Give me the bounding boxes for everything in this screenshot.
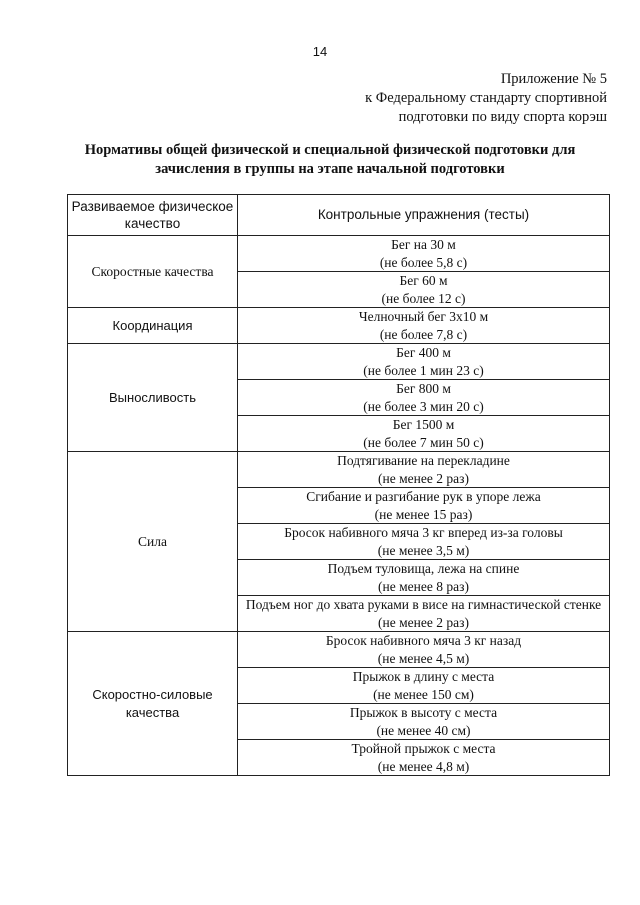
test-norm: (не менее 8 раз) xyxy=(378,578,469,594)
test-cell xyxy=(238,668,610,704)
appendix-line: Приложение № 5 xyxy=(500,71,607,87)
appendix-line: к Федеральному стандарту спортивной xyxy=(365,90,607,106)
quality-cell: Координация xyxy=(68,308,238,344)
test-name: Сгибание и разгибание рук в упоре лежа xyxy=(306,489,541,504)
test-name: Бег 60 м xyxy=(399,273,448,288)
appendix-line: подготовки по виду спорта корэш xyxy=(398,109,607,125)
test-norm: (не более 12 с) xyxy=(381,290,466,306)
test-name: Прыжок в высоту с места xyxy=(349,705,498,720)
test-norm: (не более 5,8 с) xyxy=(379,254,468,270)
quality-cell: Скоростно-силовые качества xyxy=(68,632,238,776)
quality-cell: Скоростные качества xyxy=(68,236,238,308)
test-cell xyxy=(238,380,610,416)
table-row xyxy=(68,236,610,272)
table-header-row xyxy=(68,195,610,236)
header-tests: Контрольные упражнения (тесты) xyxy=(238,195,610,236)
test-cell xyxy=(238,488,610,524)
test-name: Бросок набивного мяча 3 кг назад xyxy=(325,633,522,648)
test-cell xyxy=(238,560,610,596)
test-norm: (не более 7,8 с) xyxy=(379,326,468,342)
test-norm: (не менее 3,5 м) xyxy=(377,542,470,558)
test-cell xyxy=(238,344,610,380)
test-cell xyxy=(238,452,610,488)
test-name: Подъем ног до хвата руками в висе на гимнастической стенке xyxy=(245,597,602,612)
test-norm: (не более 1 мин 23 с) xyxy=(363,362,484,378)
test-norm: (не менее 4,5 м) xyxy=(377,650,470,666)
test-cell xyxy=(238,236,610,272)
test-norm: (не менее 2 раз) xyxy=(378,614,469,630)
quality-cell: Сила xyxy=(68,452,238,632)
test-norm: (не менее 15 раз) xyxy=(374,506,473,522)
page-number: 14 xyxy=(312,44,328,59)
test-cell xyxy=(238,704,610,740)
table-row xyxy=(68,452,610,488)
test-norm: (не менее 2 раз) xyxy=(378,470,469,486)
header-quality: Развиваемое физическое качество xyxy=(68,195,238,236)
test-cell xyxy=(238,416,610,452)
document-title xyxy=(60,141,600,179)
test-norm: (не менее 40 см) xyxy=(376,722,471,738)
table-row xyxy=(68,308,610,344)
test-name: Челночный бег 3x10 м xyxy=(358,309,489,324)
test-norm: (не менее 4,8 м) xyxy=(377,758,470,774)
test-norm: (не менее 150 см) xyxy=(373,686,474,702)
test-name: Бег на 30 м xyxy=(391,237,456,252)
test-name: Бросок набивного мяча 3 кг вперед из-за головы xyxy=(284,525,563,540)
test-cell xyxy=(238,524,610,560)
test-norm: (не более 3 мин 20 с) xyxy=(363,398,484,414)
test-name: Тройной прыжок с места xyxy=(351,741,496,756)
norms-table xyxy=(67,194,610,776)
test-cell xyxy=(238,632,610,668)
test-name: Прыжок в длину с места xyxy=(352,669,495,684)
table-row xyxy=(68,632,610,668)
test-cell xyxy=(238,740,610,776)
title-line: Нормативы общей физической и специальной физической подготовки для xyxy=(84,142,576,158)
appendix-note xyxy=(365,70,607,127)
test-name: Подтягивание на перекладине xyxy=(337,453,510,468)
title-line: зачисления в группы на этапе начальной подготовки xyxy=(155,161,505,177)
test-name: Бег 400 м xyxy=(396,345,451,360)
test-name: Бег 800 м xyxy=(396,381,451,396)
test-cell xyxy=(238,308,610,344)
test-cell xyxy=(238,596,610,632)
test-name: Бег 1500 м xyxy=(392,417,455,432)
test-cell xyxy=(238,272,610,308)
test-norm: (не более 7 мин 50 с) xyxy=(363,434,484,450)
table-row xyxy=(68,344,610,380)
quality-cell: Выносливость xyxy=(68,344,238,452)
test-name: Подъем туловища, лежа на спине xyxy=(327,561,520,576)
